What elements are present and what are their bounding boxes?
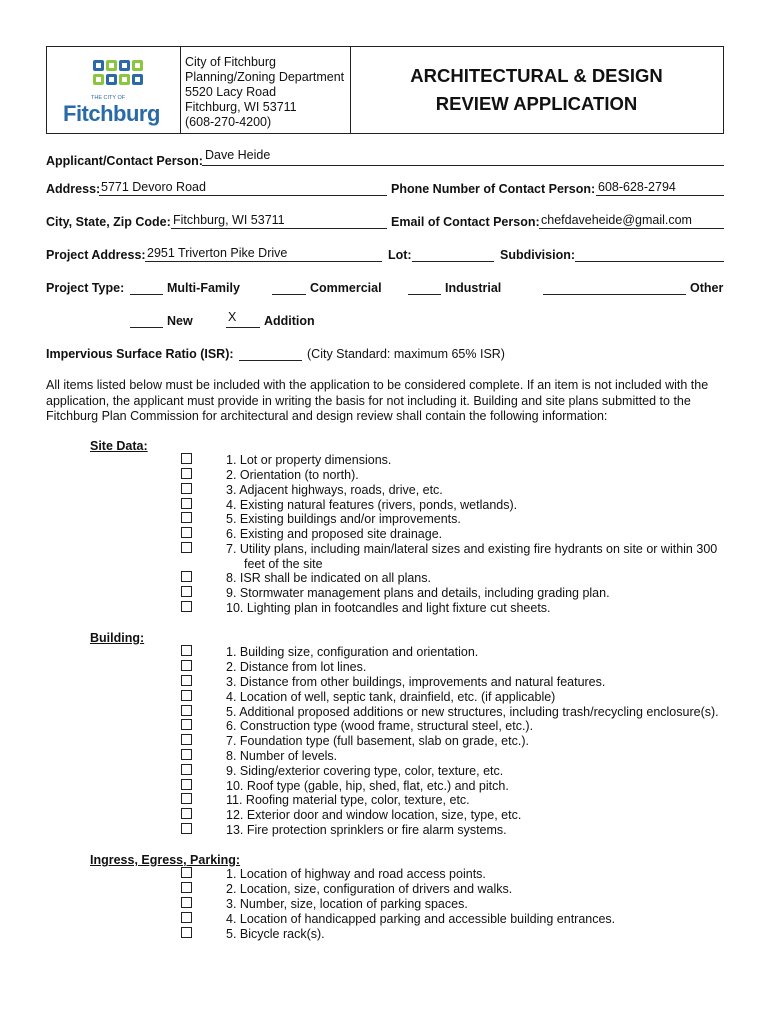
- project-type-label: Project Type:: [46, 281, 125, 295]
- addition-option: Addition: [264, 314, 315, 328]
- commercial-option: Commercial: [310, 281, 382, 295]
- building-item: 6. Construction type (wood frame, structural steel, etc.).: [226, 719, 534, 733]
- building-checkbox[interactable]: [181, 749, 192, 760]
- multifamily-blank[interactable]: [130, 294, 163, 295]
- site-checkbox[interactable]: [181, 512, 192, 523]
- building-item: 7. Foundation type (full basement, slab on grade, etc.).: [226, 734, 529, 748]
- site-checkbox[interactable]: [181, 483, 192, 494]
- subdivision-label: Subdivision:: [500, 248, 575, 262]
- address-line: (608-270-4200): [185, 115, 272, 129]
- city-field-line[interactable]: [171, 228, 387, 229]
- site-data-heading: Site Data:: [90, 439, 148, 453]
- site-item: 7. Utility plans, including main/lateral sizes and existing fire hydrants on site or within 300: [226, 542, 718, 556]
- addition-mark[interactable]: X: [228, 310, 237, 324]
- parking-heading: Ingress, Egress, Parking:: [90, 853, 241, 867]
- parking-checkbox[interactable]: [181, 897, 192, 908]
- site-checkbox[interactable]: [181, 468, 192, 479]
- site-item: 10. Lighting plan in footcandles and light fixture cut sheets.: [226, 601, 551, 615]
- project-address-label: Project Address:: [46, 248, 146, 262]
- phone-value[interactable]: 608-628-2794: [598, 180, 676, 194]
- parking-checkbox[interactable]: [181, 882, 192, 893]
- title-line: ARCHITECTURAL & DESIGN: [410, 65, 663, 86]
- site-checkbox[interactable]: [181, 527, 192, 538]
- building-item: 3. Distance from other buildings, improvements and natural features.: [226, 675, 606, 689]
- intro-line: All items listed below must be included with the application to be considered complete. If an item is not included with the: [46, 378, 709, 392]
- header-box: [46, 46, 724, 134]
- building-item: 13. Fire protection sprinklers or fire alarm systems.: [226, 823, 507, 837]
- building-checkbox[interactable]: [181, 675, 192, 686]
- building-item: 5. Additional proposed additions or new structures, including trash/recycling enclosure(s).: [226, 705, 719, 719]
- title-line: REVIEW APPLICATION: [435, 93, 638, 114]
- building-checkbox[interactable]: [181, 779, 192, 790]
- building-item: 8. Number of levels.: [226, 749, 338, 763]
- email-field-line[interactable]: [539, 228, 724, 229]
- address-line: Planning/Zoning Department: [185, 70, 345, 84]
- address-line: City of Fitchburg: [185, 55, 277, 69]
- isr-field-line[interactable]: [239, 360, 302, 361]
- logo-cell: [47, 47, 181, 133]
- building-item: 11. Roofing material type, color, texture, etc.: [226, 793, 470, 807]
- site-item: 2. Orientation (to north).: [226, 468, 359, 482]
- site-item: 3. Adjacent highways, roads, drive, etc.: [226, 483, 443, 497]
- address-field-line[interactable]: [99, 195, 387, 196]
- applicant-field-line[interactable]: [202, 165, 724, 166]
- building-checkbox[interactable]: [181, 793, 192, 804]
- industrial-blank[interactable]: [408, 294, 441, 295]
- building-item: 2. Distance from lot lines.: [226, 660, 367, 674]
- address-line: 5520 Lacy Road: [185, 85, 277, 99]
- building-checkbox[interactable]: [181, 719, 192, 730]
- intro-line: application, the applicant must provide in writing the basis for not including it. Building and site plans submitted to the: [46, 393, 691, 408]
- intro-line: Fitchburg Plan Commission for architectural and design review shall contain the following information:: [46, 409, 608, 423]
- building-heading: Building:: [90, 631, 145, 645]
- industrial-option: Industrial: [445, 281, 502, 295]
- new-blank[interactable]: [130, 327, 163, 328]
- commercial-blank[interactable]: [272, 294, 306, 295]
- city-value[interactable]: Fitchburg, WI 53711: [173, 213, 285, 227]
- site-checkbox[interactable]: [181, 542, 192, 553]
- building-checkbox[interactable]: [181, 764, 192, 775]
- applicant-value[interactable]: Dave Heide: [205, 148, 271, 162]
- site-checkbox[interactable]: [181, 571, 192, 582]
- subdivision-field-line[interactable]: [575, 261, 724, 262]
- site-item: 6. Existing and proposed site drainage.: [226, 527, 443, 541]
- site-item: 1. Lot or property dimensions.: [226, 453, 392, 467]
- site-checkbox[interactable]: [181, 453, 192, 464]
- multifamily-option: Multi-Family: [167, 281, 240, 295]
- site-item: 9. Stormwater management plans and details, including grading plan.: [226, 586, 610, 600]
- site-item: 5. Existing buildings and/or improvements.: [226, 512, 461, 526]
- building-item: 10. Roof type (gable, hip, shed, flat, etc.) and pitch.: [226, 779, 509, 793]
- building-item: 4. Location of well, septic tank, drainfield, etc. (if applicable): [226, 690, 556, 704]
- email-value[interactable]: chefdaveheide@gmail.com: [541, 213, 692, 227]
- addition-blank[interactable]: [226, 327, 260, 328]
- isr-standard: (City Standard: maximum 65% ISR): [307, 347, 505, 361]
- site-item-continuation: feet of the site: [244, 557, 323, 571]
- other-option: Other: [690, 281, 724, 295]
- phone-label: Phone Number of Contact Person:: [391, 182, 596, 196]
- form-title: [350, 47, 723, 133]
- site-checkbox[interactable]: [181, 601, 192, 612]
- email-label: Email of Contact Person:: [391, 215, 540, 229]
- site-checkbox[interactable]: [181, 498, 192, 509]
- building-checkbox[interactable]: [181, 690, 192, 701]
- logo-subtext: THE CITY OF: [91, 95, 126, 101]
- department-address: [180, 47, 351, 133]
- project-address-value[interactable]: 2951 Triverton Pike Drive: [147, 246, 288, 260]
- project-address-field-line[interactable]: [145, 261, 382, 262]
- site-item: 8. ISR shall be indicated on all plans.: [226, 571, 431, 585]
- parking-item: 1. Location of highway and road access points.: [226, 867, 486, 881]
- building-checkbox[interactable]: [181, 660, 192, 671]
- logo-wordmark: Fitchburg: [63, 101, 160, 126]
- address-label: Address:: [46, 182, 101, 196]
- building-item: 9. Siding/exterior covering type, color, texture, etc.: [226, 764, 504, 778]
- building-item: 12. Exterior door and window location, size, type, etc.: [226, 808, 522, 822]
- building-checkbox[interactable]: [181, 808, 192, 819]
- phone-field-line[interactable]: [596, 195, 724, 196]
- site-item: 4. Existing natural features (rivers, ponds, wetlands).: [226, 498, 518, 512]
- parking-item: 5. Bicycle rack(s).: [226, 927, 325, 941]
- parking-checkbox[interactable]: [181, 927, 192, 938]
- building-checkbox[interactable]: [181, 734, 192, 745]
- building-checkbox[interactable]: [181, 705, 192, 716]
- address-line: Fitchburg, WI 53711: [185, 100, 297, 114]
- lot-label: Lot:: [388, 248, 412, 262]
- building-checkbox[interactable]: [181, 823, 192, 834]
- isr-label: Impervious Surface Ratio (ISR):: [46, 347, 234, 361]
- parking-item: 3. Number, size, location of parking spaces.: [226, 897, 468, 911]
- applicant-label: Applicant/Contact Person:: [46, 154, 203, 168]
- building-checkbox[interactable]: [181, 645, 192, 656]
- site-checkbox[interactable]: [181, 586, 192, 597]
- parking-item: 2. Location, size, configuration of drivers and walks.: [226, 882, 513, 896]
- intro-paragraph: [46, 378, 726, 425]
- address-value[interactable]: 5771 Devoro Road: [101, 180, 206, 194]
- new-option: New: [167, 314, 193, 328]
- lot-field-line[interactable]: [412, 261, 494, 262]
- parking-checkbox[interactable]: [181, 867, 192, 878]
- city-label: City, State, Zip Code:: [46, 215, 171, 229]
- building-item: 1. Building size, configuration and orientation.: [226, 645, 479, 659]
- other-blank[interactable]: [543, 294, 686, 295]
- parking-item: 4. Location of handicapped parking and accessible building entrances.: [226, 912, 616, 926]
- parking-checkbox[interactable]: [181, 912, 192, 923]
